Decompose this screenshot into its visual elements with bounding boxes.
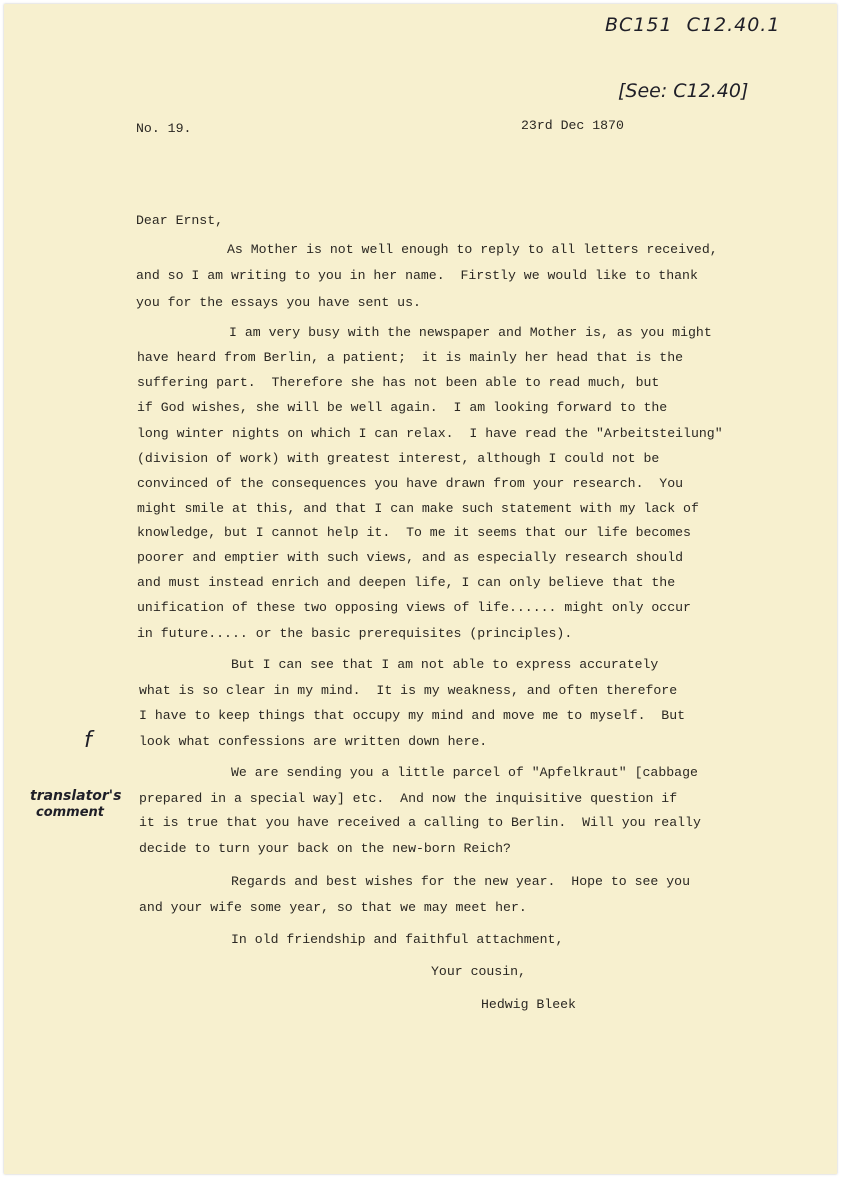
body-line: look what confessions are written down here.	[139, 734, 488, 749]
body-line: unification of these two opposing views of life...... might only occur	[137, 600, 691, 615]
body-line: I have to keep things that occupy my mind and move me to myself. But	[139, 708, 686, 723]
body-line: (division of work) with greatest interest, although I could not be	[137, 451, 660, 466]
body-line: Regards and best wishes for the new year. Hope to see you	[231, 874, 690, 889]
closing-line: In old friendship and faithful attachment,	[231, 932, 564, 947]
body-line: But I can see that I am not able to express accurately	[231, 657, 659, 672]
margin-note-comment: comment	[36, 805, 105, 820]
salutation: Dear Ernst,	[136, 213, 224, 228]
body-line: you for the essays you have sent us.	[136, 295, 421, 310]
body-line: in future..... or the basic prerequisites (principles).	[137, 626, 573, 641]
body-line: long winter nights on which I can relax. I have read the "Arbeitsteilung"	[137, 426, 723, 441]
body-line: might smile at this, and that I can make such statement with my lack of	[137, 501, 699, 516]
body-line: and must instead enrich and deepen life, I can only believe that the	[137, 575, 676, 590]
see-reference: [See: C12.40]	[618, 80, 749, 102]
closing-your-cousin: Your cousin,	[431, 964, 526, 979]
letter-date: 23rd Dec 1870	[521, 118, 624, 133]
body-line: what is so clear in my mind. It is my weakness, and often therefore	[139, 683, 678, 698]
body-line: it is true that you have received a calling to Berlin. Will you really	[139, 815, 701, 830]
body-line: and your wife some year, so that we may meet her.	[139, 900, 527, 915]
signature-name: Hedwig Bleek	[481, 997, 576, 1012]
body-line: poorer and emptier with such views, and as especially research should	[137, 550, 684, 565]
body-line: suffering part. Therefore she has not been able to read much, but	[137, 375, 660, 390]
archive-reference: BC151 C12.40.1	[605, 14, 781, 36]
body-line: I am very busy with the newspaper and Mother is, as you might	[229, 325, 712, 340]
body-line: decide to turn your back on the new-born Reich?	[139, 841, 511, 856]
body-line: and so I am writing to you in her name. Firstly we would like to thank	[136, 268, 698, 283]
body-line: We are sending you a little parcel of "Apfelkraut" [cabbage	[231, 765, 698, 780]
body-line: have heard from Berlin, a patient; it is mainly her head that is the	[137, 350, 684, 365]
letter-number: No. 19.	[136, 121, 192, 136]
margin-note-translators: translator's	[30, 788, 122, 804]
margin-f-mark: f	[84, 728, 92, 753]
body-line: knowledge, but I cannot help it. To me it seems that our life becomes	[137, 525, 691, 540]
body-line: if God wishes, she will be well again. I am looking forward to the	[137, 400, 668, 415]
body-line: As Mother is not well enough to reply to all letters received,	[227, 242, 718, 257]
body-line: prepared in a special way] etc. And now the inquisitive question if	[139, 791, 678, 806]
body-line: convinced of the consequences you have drawn from your research. You	[137, 476, 684, 491]
